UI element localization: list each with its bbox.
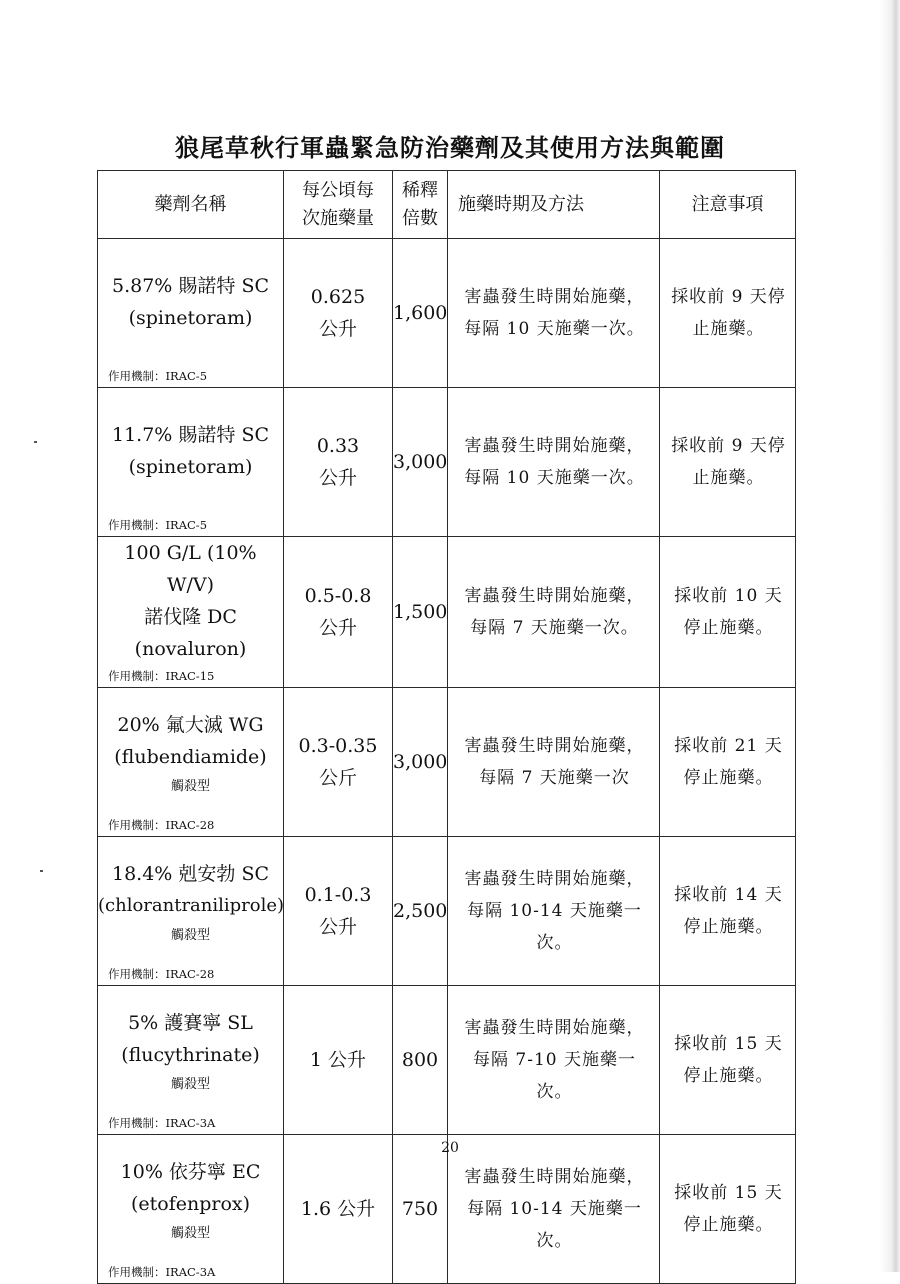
table-header-row <box>98 171 796 239</box>
pesticide-ingredient: (spinetoram) <box>128 456 253 478</box>
action-mechanism: 作用機制：IRAC-3A <box>108 1265 216 1279</box>
pesticide-concentration: 100 G/L (10% W/V) <box>124 542 257 596</box>
method-cell: 害蟲發生時開始施藥，每隔 7-10 天施藥一次。 <box>448 986 660 1135</box>
dose-amount: 0.625 <box>310 286 366 308</box>
pesticide-ingredient: (flucythrinate) <box>121 1043 260 1066</box>
table-row <box>98 688 796 837</box>
pesticide-ingredient: (flubendiamide) <box>114 745 267 768</box>
note-cell: 採收前 10 天停止施藥。 <box>660 537 796 688</box>
header-dose <box>284 171 393 239</box>
action-mechanism: 作用機制：IRAC-3A <box>108 1116 216 1130</box>
pesticide-ingredient: (spinetoram) <box>128 307 253 329</box>
scan-speck <box>40 870 43 872</box>
table-row <box>98 986 796 1135</box>
pesticide-type: 觸殺型 <box>170 1076 210 1092</box>
pesticide-name: 20% 氟大滅 WG <box>117 713 264 736</box>
method-cell: 害蟲發生時開始施藥，每隔 10-14 天施藥一次。 <box>448 1135 660 1284</box>
pesticide-name: 5% 護賽寧 SL <box>128 1011 253 1034</box>
dose-unit: 公斤 <box>318 767 357 789</box>
dose-cell <box>284 239 393 388</box>
header-dose-line1: 每公頃每 <box>302 179 374 201</box>
header-notes: 注意事項 <box>660 171 796 239</box>
method-cell: 害蟲發生時開始施藥，每隔 7 天施藥一次 <box>448 688 660 837</box>
table-row <box>98 1135 796 1284</box>
dose-cell <box>284 986 393 1135</box>
header-dilution <box>393 171 448 239</box>
page-number: 20 <box>441 1140 459 1156</box>
dilution-cell: 3,000 <box>393 688 448 837</box>
header-name: 藥劑名稱 <box>98 171 284 239</box>
note-cell: 採收前 9 天停止施藥。 <box>660 388 796 537</box>
method-cell: 害蟲發生時開始施藥，每隔 10 天施藥一次。 <box>448 239 660 388</box>
header-dilution-line1: 稀釋 <box>402 179 438 201</box>
pesticide-type: 觸殺型 <box>170 778 210 794</box>
note-cell: 採收前 15 天停止施藥。 <box>660 1135 796 1284</box>
method-cell: 害蟲發生時開始施藥，每隔 10-14 天施藥一次。 <box>448 837 660 986</box>
document-title: 狼尾草秋行軍蟲緊急防治藥劑及其使用方法與範圍 <box>175 133 725 162</box>
dose-unit: 公升 <box>318 617 357 639</box>
pesticide-name: 諾伐隆 DC <box>144 606 237 628</box>
dilution-cell: 2,500 <box>393 837 448 986</box>
dose-cell <box>284 688 393 837</box>
pesticide-type: 觸殺型 <box>170 1225 210 1241</box>
dilution-cell: 800 <box>393 986 448 1135</box>
pesticide-name: 18.4% 剋安勃 SC <box>112 862 269 885</box>
dilution-cell: 1,500 <box>393 537 448 688</box>
table-row <box>98 388 796 537</box>
header-dose-line2: 次施藥量 <box>302 207 374 229</box>
pesticide-name-cell <box>98 537 284 688</box>
pesticide-name-cell <box>98 388 284 537</box>
dose-cell <box>284 1135 393 1284</box>
action-mechanism: 作用機制：IRAC-15 <box>108 669 215 683</box>
scan-edge-shadow <box>880 0 900 1272</box>
action-mechanism: 作用機制：IRAC-28 <box>108 818 215 832</box>
pesticide-name-cell <box>98 239 284 388</box>
pesticide-name: 5.87% 賜諾特 SC <box>112 275 269 297</box>
method-cell: 害蟲發生時開始施藥，每隔 7 天施藥一次。 <box>448 537 660 688</box>
table-row <box>98 239 796 388</box>
pesticide-name: 10% 依芬寧 EC <box>120 1160 261 1183</box>
pesticide-type: 觸殺型 <box>170 927 210 943</box>
dose-amount: 1 公升 <box>309 1049 367 1071</box>
pesticide-name-cell <box>98 986 284 1135</box>
dose-unit: 公升 <box>318 467 357 489</box>
dose-amount: 0.1-0.3 <box>304 884 372 906</box>
dose-cell <box>284 537 393 688</box>
pesticide-ingredient: (chlorantraniliprole) <box>98 894 285 916</box>
note-cell: 採收前 21 天停止施藥。 <box>660 688 796 837</box>
header-dilution-line2: 倍數 <box>402 207 438 229</box>
pesticide-name-cell <box>98 837 284 986</box>
dose-cell <box>284 837 393 986</box>
pesticide-name-cell <box>98 688 284 837</box>
dose-unit: 公升 <box>318 916 357 938</box>
table-row <box>98 837 796 986</box>
pesticide-name: 11.7% 賜諾特 SC <box>112 424 269 446</box>
dilution-cell: 1,600 <box>393 239 448 388</box>
pesticide-name-cell <box>98 1135 284 1284</box>
note-cell: 採收前 14 天停止施藥。 <box>660 837 796 986</box>
note-cell: 採收前 15 天停止施藥。 <box>660 986 796 1135</box>
dose-amount: 0.33 <box>316 435 360 457</box>
note-cell: 採收前 9 天停止施藥。 <box>660 239 796 388</box>
method-cell: 害蟲發生時開始施藥，每隔 10 天施藥一次。 <box>448 388 660 537</box>
pesticide-ingredient: (etofenprox) <box>130 1192 251 1215</box>
action-mechanism: 作用機制：IRAC-5 <box>108 518 208 532</box>
header-method: 施藥時期及方法 <box>448 171 660 239</box>
dilution-cell: 750 <box>393 1135 448 1284</box>
dilution-cell: 3,000 <box>393 388 448 537</box>
scan-speck <box>34 441 37 443</box>
pesticide-ingredient: (novaluron) <box>134 638 247 660</box>
dose-cell <box>284 388 393 537</box>
table-row <box>98 537 796 688</box>
action-mechanism: 作用機制：IRAC-5 <box>108 369 208 383</box>
dose-amount: 0.3-0.35 <box>298 735 378 757</box>
dose-unit: 公升 <box>318 318 357 340</box>
dose-amount: 0.5-0.8 <box>304 585 372 607</box>
action-mechanism: 作用機制：IRAC-28 <box>108 967 215 981</box>
pesticide-table <box>97 170 796 1284</box>
dose-amount: 1.6 公升 <box>300 1198 376 1220</box>
